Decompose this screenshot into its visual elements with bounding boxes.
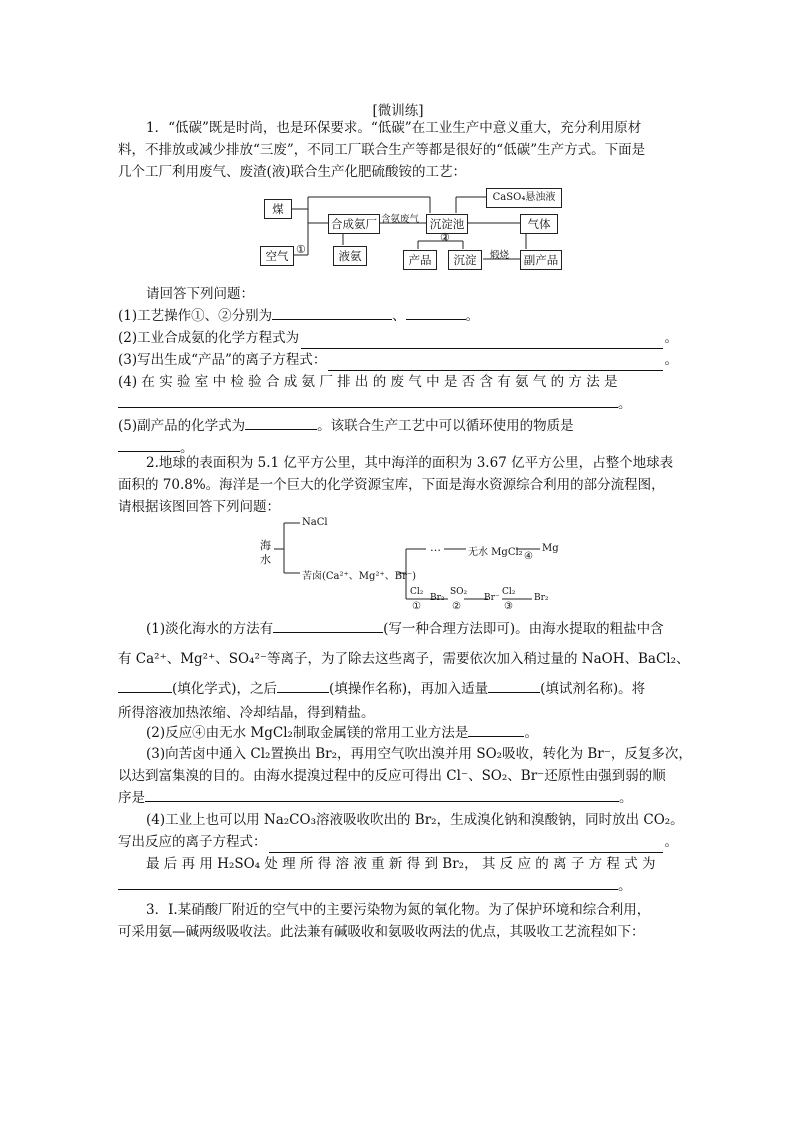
q2-sub2 <box>118 722 706 744</box>
answer-blank[interactable] <box>468 722 524 737</box>
q2-sub4-text: 写出反应的离子方程式： <box>118 834 267 850</box>
q1-sub1-text: (1)工艺操作①、②分别为 <box>118 308 273 324</box>
period: 。 <box>664 330 678 346</box>
q2-sub4-line1: (4)工业上也可以用 Na₂CO₃溶液吸收吹出的 Br₂，生成溴化钠和溴酸钠，同时放出 CO₂。 <box>146 812 684 828</box>
q1-sub3 <box>118 349 678 371</box>
period: 。 <box>664 834 678 850</box>
q2-sub1-line1 <box>118 618 706 640</box>
q2-sub4-line3: 最 后 再 用 H₂SO₄ 处 理 所 得 溶 液 重 新 得 到 Br₂， 其 反 应 的 离 子 方 程 式 为 <box>146 856 656 872</box>
q2-sub1-text6: (填操作名称)，再加入适量 <box>329 681 489 697</box>
answer-blank[interactable] <box>272 305 392 320</box>
answer-blank[interactable] <box>301 334 662 349</box>
precipitate-box: 沉淀 <box>448 250 482 270</box>
q2-process-diagram <box>258 517 568 612</box>
op1-label: ① <box>412 601 421 612</box>
nacl-label: NaCl <box>302 517 328 528</box>
q2-sub1-text5: (填化学式)，之后 <box>172 681 278 697</box>
q1-sub4-answer <box>118 393 678 415</box>
q1-sub5-text2: 。该联合生产工艺中可以循环使用的物质是 <box>317 418 574 434</box>
q1-prompt: 请回答下列问题： <box>146 286 254 302</box>
answer-blank[interactable] <box>269 838 663 853</box>
q1-sub5 <box>118 415 678 437</box>
q1-sub2-text: (2)工业合成氨的化学方程式为 <box>118 330 300 346</box>
q2-text-line3: 请根据该图回答下列问题： <box>118 499 280 515</box>
separator: 、 <box>392 308 406 324</box>
synth-ammonia-plant-box: 合成氨厂 <box>328 214 380 234</box>
cl2-label-b: Cl₂ <box>502 587 516 597</box>
gas-box: 气体 <box>520 214 558 234</box>
answer-blank[interactable] <box>406 305 466 320</box>
q2-sub3-text: 序是 <box>118 790 145 806</box>
period: 。 <box>618 878 632 894</box>
section-title: [微训练] <box>372 103 424 119</box>
answer-blank[interactable] <box>273 618 383 633</box>
q2-sub4-answer <box>118 875 678 897</box>
q1-text-line3: 几个工厂利用废气、废渣(液)联合生产化肥硫酸铵的工艺： <box>118 164 467 180</box>
dots-label: … <box>430 541 441 554</box>
op4-label: ④ <box>524 551 533 562</box>
q1-text-line2: 料，不排放或减少排放“三废”，不同工厂联合生产等都是很好的“低碳”生产方式。下面是 <box>118 142 646 158</box>
period: 。 <box>618 396 632 412</box>
q2-text-line2: 面积的 70.8%。海洋是一个巨大的化学资源宝库，下面是海水资源综合利用的部分流程图， <box>118 477 665 493</box>
q2-sub1-line3 <box>118 678 678 700</box>
q2-sub1-text2: (写一种合理方法即可)。由海水提取的粗盐中含 <box>383 621 664 637</box>
answer-blank[interactable] <box>118 437 180 452</box>
settling-tank-box: 沉淀池 <box>426 214 468 234</box>
br2-label-a: Br₂ <box>430 593 445 603</box>
q3-text-line2: 可采用氨—碱两级吸收法。此法兼有碱吸收和氨吸收两法的优点，其吸收工艺流程如下： <box>118 924 645 940</box>
so2-label: SO₂ <box>450 587 468 597</box>
byproduct-box: 副产品 <box>520 250 562 270</box>
op2-label: ② <box>440 231 450 244</box>
q2-sub2-text: (2)反应④由无水 MgCl₂制取金属镁的常用工业方法是 <box>146 725 469 741</box>
seawater-label1: 海 <box>260 539 271 552</box>
answer-blank[interactable] <box>328 356 662 371</box>
q1-process-diagram <box>258 185 568 275</box>
seawater-label2: 水 <box>260 553 271 566</box>
q1-sub2 <box>118 327 678 349</box>
caso4-box: CaSO₄悬浊液 <box>486 188 562 208</box>
op3-label: ③ <box>504 601 513 612</box>
op2-label: ② <box>452 601 461 612</box>
q1-sub4-text: (4) 在 实 验 室 中 检 验 合 成 氨 厂 排 出 的 废 气 中 是 否 含 有 氨 气 的 方 法 是 <box>118 374 618 390</box>
mgcl2-label: 无水 MgCl₂ <box>468 547 523 558</box>
q2-sub1-text3: 有 Ca²⁺、Mg²⁺、 <box>118 651 229 667</box>
q2-sub3-line2: 以达到富集溴的目的。由海水提溴过程中的反应可得出 Cl⁻、SO₂、Br⁻还原性由强到弱的顺 <box>118 768 666 784</box>
answer-blank[interactable] <box>145 787 619 802</box>
q2-sub1-text: (1)淡化海水的方法有 <box>146 621 274 637</box>
br-minus-label: Br⁻ <box>484 593 500 603</box>
q1-text-line1: 1．“低碳”既是时尚，也是环保要求。“低碳”在工业生产中意义重大，充分利用原材 <box>146 120 642 136</box>
brine-label: 苦卤(Ca²⁺、Mg²⁺、Br⁻) <box>302 571 417 582</box>
q2-diagram-arrows <box>258 517 568 612</box>
q2-sub3-line1: (3)向苦卤中通入 Cl₂置换出 Br₂，再用空气吹出溴并用 SO₂吸收，转化为 Br⁻，反复多次， <box>146 746 692 762</box>
answer-blank[interactable] <box>488 678 540 693</box>
q2-sub4-line2 <box>118 831 678 853</box>
q2-sub1-text7: (填试剂名称)。将 <box>540 681 646 697</box>
period: 。 <box>664 352 678 368</box>
coal-box: 煤 <box>264 199 292 219</box>
q2-sub1-line4: 所得溶液加热浓缩、冷却结晶，得到精盐。 <box>118 705 375 721</box>
cl2-label-a: Cl₂ <box>410 587 424 597</box>
answer-blank[interactable] <box>277 678 329 693</box>
q3-text-line1: 3．Ⅰ.某硝酸厂附近的空气中的主要污染物为氮的氧化物。为了保护环境和综合利用， <box>146 902 651 918</box>
op1-label: ① <box>296 243 306 256</box>
q1-sub1 <box>118 305 678 327</box>
period: 。 <box>180 440 194 456</box>
q2-text-line1: 2.地球的表面积为 5.1 亿平方公里，其中海洋的面积为 3.67 亿平方公里，占整个地球表 <box>146 455 674 471</box>
period: 。 <box>619 790 633 806</box>
calcine-label: 煅烧 <box>490 250 510 261</box>
air-box: 空气 <box>260 246 294 266</box>
answer-blank[interactable] <box>245 415 317 430</box>
q1-sub5-text: (5)副产品的化学式为 <box>118 418 246 434</box>
period: 。 <box>524 725 538 741</box>
answer-blank[interactable] <box>118 393 618 408</box>
br2-label-b: Br₂ <box>534 593 549 603</box>
product-box: 产品 <box>403 250 437 270</box>
sulfate-ion: SO₄²⁻ <box>228 651 267 667</box>
q1-sub3-text: (3)写出生成“产品”的离子方程式： <box>118 352 327 368</box>
mg-label: Mg <box>542 543 559 554</box>
liquid-ammonia-box: 液氨 <box>333 246 367 266</box>
q2-sub1-text4: 等离子，为了除去这些离子，需要依次加入稍过量的 NaOH、BaCl₂、 <box>266 651 690 667</box>
answer-blank[interactable] <box>118 678 172 693</box>
q2-sub3-line3 <box>118 787 678 809</box>
exhaust-label: 含氨废气 <box>381 214 420 225</box>
period: 。 <box>465 308 480 324</box>
answer-blank[interactable] <box>118 875 618 890</box>
q2-sub1-line2 <box>118 648 690 670</box>
